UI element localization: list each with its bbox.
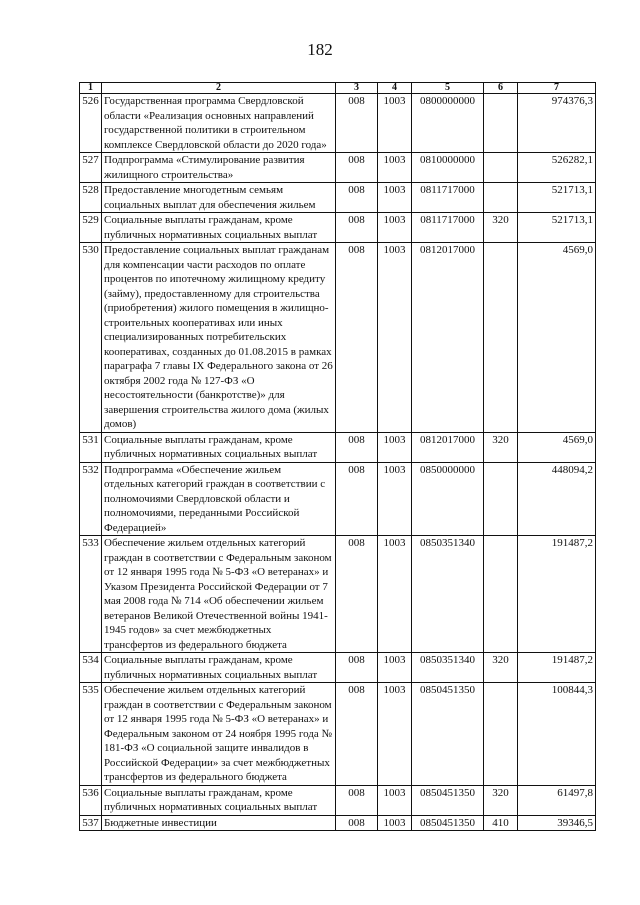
- row-amount: 100844,3: [518, 683, 596, 786]
- row-dept: 008: [336, 153, 378, 183]
- table-row: [80, 815, 596, 831]
- row-section: 1003: [378, 815, 412, 831]
- row-target: 0812017000: [412, 432, 484, 462]
- row-amount: 448094,2: [518, 462, 596, 536]
- header-col-6: 6: [484, 83, 518, 94]
- row-amount: 526282,1: [518, 153, 596, 183]
- row-section: 1003: [378, 683, 412, 786]
- row-name: Социальные выплаты гражданам, кроме публичных нормативных социальных выплат: [102, 432, 336, 462]
- row-type: [484, 243, 518, 433]
- row-name: Социальные выплаты гражданам, кроме публичных нормативных социальных выплат: [102, 653, 336, 683]
- row-section: 1003: [378, 462, 412, 536]
- row-dept: 008: [336, 183, 378, 213]
- row-number: 535: [80, 683, 102, 786]
- row-section: 1003: [378, 432, 412, 462]
- row-amount: 521713,1: [518, 213, 596, 243]
- row-name: Подпрограмма «Стимулирование развития жилищного строительства»: [102, 153, 336, 183]
- header-col-1: 1: [80, 83, 102, 94]
- row-target: 0811717000: [412, 183, 484, 213]
- row-amount: 61497,8: [518, 785, 596, 815]
- row-type: [484, 683, 518, 786]
- row-target: 0850451350: [412, 815, 484, 831]
- row-number: 529: [80, 213, 102, 243]
- row-name: Обеспечение жильем отдельных категорий граждан в соответствии с Федеральным законом от 12 января 1995 года № 5-ФЗ «О ветеранах» и Указом Президента Российской Федерации от 7 мая 2008 года № 714 «Об обеспечении жильем ветеранов Великой Отечественной войны 1941-1945 годов» за счет межбюджетных трансфертов из федерального бюджета: [102, 536, 336, 653]
- row-name: Социальные выплаты гражданам, кроме публичных нормативных социальных выплат: [102, 785, 336, 815]
- row-dept: 008: [336, 536, 378, 653]
- row-target: 0850351340: [412, 653, 484, 683]
- table-row: [80, 243, 596, 433]
- header-col-5: 5: [412, 83, 484, 94]
- table-row: [80, 785, 596, 815]
- row-target: 0812017000: [412, 243, 484, 433]
- row-section: 1003: [378, 94, 412, 153]
- row-type: 410: [484, 815, 518, 831]
- row-section: 1003: [378, 785, 412, 815]
- row-dept: 008: [336, 683, 378, 786]
- row-dept: 008: [336, 462, 378, 536]
- row-amount: 4569,0: [518, 432, 596, 462]
- row-name: Социальные выплаты гражданам, кроме публичных нормативных социальных выплат: [102, 213, 336, 243]
- row-target: 0800000000: [412, 94, 484, 153]
- row-type: [484, 183, 518, 213]
- row-dept: 008: [336, 432, 378, 462]
- row-number: 527: [80, 153, 102, 183]
- table-row: [80, 153, 596, 183]
- row-name: Бюджетные инвестиции: [102, 815, 336, 831]
- row-type: 320: [484, 432, 518, 462]
- row-section: 1003: [378, 183, 412, 213]
- row-amount: 521713,1: [518, 183, 596, 213]
- row-dept: 008: [336, 785, 378, 815]
- row-type: 320: [484, 785, 518, 815]
- row-type: [484, 94, 518, 153]
- row-amount: 4569,0: [518, 243, 596, 433]
- row-name: Обеспечение жильем отдельных категорий граждан в соответствии с Федеральным законом от 12 января 1995 года № 5-ФЗ «О ветеранах» и Федеральным законом от 24 ноября 1995 года № 181-ФЗ «О социальной защите инвалидов в Российской Федерации» за счет межбюджетных трансфертов из федерального бюджета: [102, 683, 336, 786]
- row-target: 0850451350: [412, 683, 484, 786]
- header-row: [80, 83, 596, 94]
- row-target: 0850000000: [412, 462, 484, 536]
- row-name: Государственная программа Свердловской области «Реализация основных направлений государственной политики в строительном комплексе Свердловской области до 2020 года»: [102, 94, 336, 153]
- budget-table: [79, 82, 596, 831]
- table-row: [80, 536, 596, 653]
- row-section: 1003: [378, 153, 412, 183]
- row-dept: 008: [336, 243, 378, 433]
- row-amount: 39346,5: [518, 815, 596, 831]
- row-section: 1003: [378, 213, 412, 243]
- row-dept: 008: [336, 213, 378, 243]
- header-col-4: 4: [378, 83, 412, 94]
- row-name: Предоставление многодетным семьям социальных выплат для обеспечения жильем: [102, 183, 336, 213]
- page-number: 182: [307, 40, 333, 59]
- row-amount: 191487,2: [518, 536, 596, 653]
- row-number: 533: [80, 536, 102, 653]
- row-target: 0850451350: [412, 785, 484, 815]
- row-dept: 008: [336, 94, 378, 153]
- row-dept: 008: [336, 653, 378, 683]
- row-dept: 008: [336, 815, 378, 831]
- row-type: [484, 536, 518, 653]
- row-section: 1003: [378, 243, 412, 433]
- table-row: [80, 432, 596, 462]
- row-number: 528: [80, 183, 102, 213]
- row-target: 0811717000: [412, 213, 484, 243]
- header-col-2: 2: [102, 83, 336, 94]
- row-number: 530: [80, 243, 102, 433]
- row-number: 532: [80, 462, 102, 536]
- row-section: 1003: [378, 653, 412, 683]
- row-type: 320: [484, 653, 518, 683]
- row-number: 536: [80, 785, 102, 815]
- row-amount: 974376,3: [518, 94, 596, 153]
- table-row: [80, 213, 596, 243]
- row-number: 537: [80, 815, 102, 831]
- row-number: 534: [80, 653, 102, 683]
- row-target: 0850351340: [412, 536, 484, 653]
- row-target: 0810000000: [412, 153, 484, 183]
- row-name: Подпрограмма «Обеспечение жильем отдельных категорий граждан в соответствии с полномочиями Свердловской области и полномочиями, переданными Российской Федерацией»: [102, 462, 336, 536]
- row-type: [484, 462, 518, 536]
- table-row: [80, 462, 596, 536]
- row-name: Предоставление социальных выплат гражданам для компенсации части расходов по оплате процентов по ипотечному жилищному кредиту (займу), предоставленному для строительства (приобретения) жилого помещения в жилищно-строительных кооперативах или иных специализированных потребительских кооперативах, созданных до 01.08.2015 в рамках параграфа 7 главы IX Федерального закона от 26 октября 2002 года № 127-ФЗ «О несостоятельности (банкротстве)» для завершения строительства жилого дома (жилых домов): [102, 243, 336, 433]
- table-row: [80, 183, 596, 213]
- table-row: [80, 683, 596, 786]
- row-section: 1003: [378, 536, 412, 653]
- header-col-3: 3: [336, 83, 378, 94]
- row-type: 320: [484, 213, 518, 243]
- table-row: [80, 94, 596, 153]
- table-row: [80, 653, 596, 683]
- header-col-7: 7: [518, 83, 596, 94]
- row-number: 531: [80, 432, 102, 462]
- row-type: [484, 153, 518, 183]
- row-number: 526: [80, 94, 102, 153]
- row-amount: 191487,2: [518, 653, 596, 683]
